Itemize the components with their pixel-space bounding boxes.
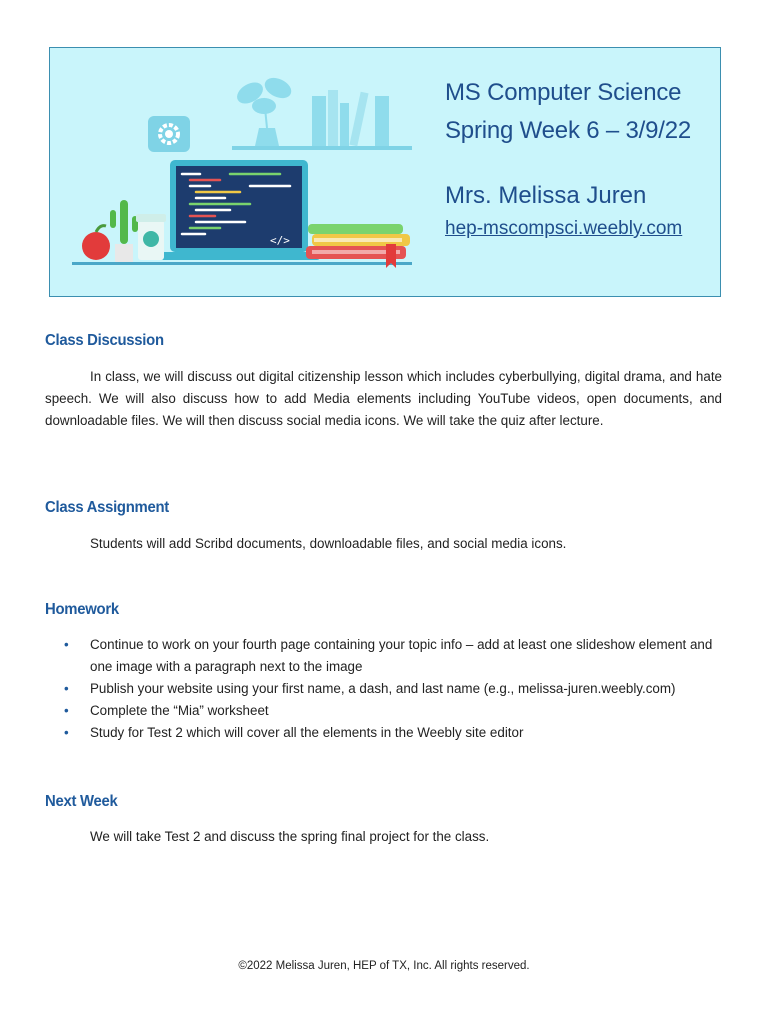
- header-banner: [49, 47, 721, 297]
- bullet-icon: •: [64, 703, 69, 718]
- shelf-books-icon: [312, 96, 326, 146]
- list-item: • Publish your website using your first name, a dash, and last name (e.g., melissa-juren.weebly.com): [45, 678, 722, 700]
- shelf-icon: [232, 146, 412, 150]
- bullet-icon: •: [64, 637, 69, 652]
- website-link[interactable]: hep-mscompsci.weebly.com: [445, 218, 683, 239]
- list-item: • Complete the “Mia” worksheet: [45, 700, 722, 722]
- homework-list: [45, 634, 722, 744]
- next-week-text: We will take Test 2 and discuss the spring final project for the class.: [90, 829, 490, 844]
- bullet-icon: •: [64, 681, 69, 696]
- copyright-footer: ©2022 Melissa Juren, HEP of TX, Inc. All rights reserved.: [238, 960, 530, 972]
- next-week-heading: Next Week: [45, 793, 118, 810]
- list-item: • Study for Test 2 which will cover all the elements in the Weebly site editor: [45, 722, 722, 744]
- class-discussion-text: In class, we will discuss out digital citizenship lesson which includes cyberbullying, digital drama, and hate speech. We will also discuss how to add Media elements including YouTube videos, open documents, and downloadable files. We will then discuss social media icons. We will take the quiz after lecture.: [45, 369, 722, 428]
- computer-desk-illustration: [50, 48, 430, 297]
- class-assignment-text: Students will add Scribd documents, downloadable files, and social media icons.: [90, 536, 567, 551]
- course-title: MS Computer Science: [445, 79, 682, 106]
- apple-icon: [82, 232, 110, 260]
- class-assignment-heading: Class Assignment: [45, 499, 169, 516]
- code-symbol: </>: [270, 234, 290, 247]
- week-date: Spring Week 6 – 3/9/22: [445, 117, 691, 144]
- class-discussion-heading: Class Discussion: [45, 332, 164, 349]
- list-item: • Continue to work on your fourth page containing your topic info – add at least one slideshow element and one image with a paragraph next to the image: [45, 634, 722, 678]
- cactus-icon: [115, 244, 133, 262]
- teacher-name: Mrs. Melissa Juren: [445, 182, 647, 209]
- homework-heading: Homework: [45, 601, 119, 618]
- bullet-icon: •: [64, 725, 69, 740]
